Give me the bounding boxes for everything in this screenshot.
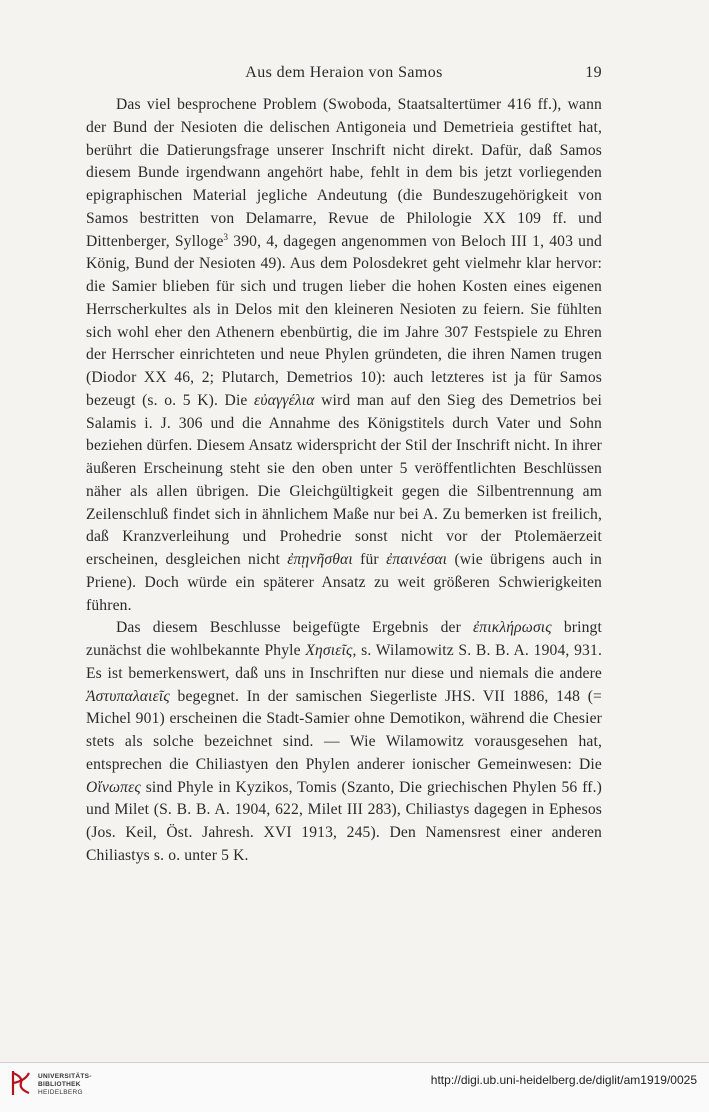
greek-term: Οἴνωπες — [86, 778, 141, 796]
footer-bar — [0, 1063, 709, 1112]
body-text — [86, 94, 602, 868]
library-logo-icon — [9, 1069, 33, 1097]
greek-term: Ἀστυπαλαιεῖς — [86, 687, 170, 705]
library-name: UNIVERSITÄTS- BIBLIOTHEK HEIDELBERG — [38, 1073, 92, 1096]
greek-term: ἐπαινέσαι — [386, 551, 448, 568]
greek-term: ἐπῃνῆσθαι — [287, 551, 353, 568]
footnote-superscript: 3 — [223, 231, 229, 242]
paragraph-2: Das diesem Beschlusse beigefügte Ergebnis der ἐπικλήρωσις bringt zunächst die wohlbekannte Phyle Χησιεῖς, s. Wilamowitz S. B. B. A. 1904, 931. Es ist bemerkenswert, daß uns in Inschriften nur diese und niemals die andere Ἀστυπαλαιεῖς begegnet. In der samischen Siegerliste JHS. VII 1886, 148 (= Michel 901) erscheinen die Stadt-Samier ohne Demotikon, während die Chesier stets als solche bezeichnet sind. — Wie Wilamowitz vorausgesehen hat, entsprechen die Chiliastyen den Phylen anderer ionischer Gemeinwesen: Die Οἴνωπες sind Phyle in Kyzikos, Tomis (Szanto, Die griechischen Phylen 56 ff.) und Milet (S. B. B. A. 1904, 622, Milet III 283), Chiliastys dagegen in Ephesos (Jos. Keil, Öst. Jahresh. XVI 1913, 245). Den Namensrest einer anderen Chiliastys s. o. unter 5 K. — [86, 619, 602, 864]
greek-term: Χησιεῖς — [305, 642, 353, 659]
greek-term: ἐπικλήρωσις — [473, 619, 552, 637]
paragraph-1: Das viel besprochene Problem (Swoboda, Staatsaltertümer 416 ff.), wann der Bund der Nesioten die delischen Antigoneia und Demetrieia gestiftet hat, berührt die Datierungsfrage unserer Inschrift nicht direkt. Dafür, daß Samos diesem Bunde irgendwann angehört habe, fehlt in dem bis jetzt vorliegenden epigraphischen Material jegliche Andeutung (die Bundeszugehörigkeit von Samos bestritten von Delamarre, Revue de Philologie XX 109 ff. und Dittenberger, Sylloge$^3$ 390, 4, dagegen angenommen von Beloch III 1, 403 und König, Bund der Nesioten 49). Aus dem Polosdekret geht vielmehr klar hervor: die Samier blieben für sich und trugen lieber die hohen Kosten eines eigenen Herrscherkultes als in Delos mit den kleineren Nesioten zu feiern. Sie fühlten sich wohl eher den Athenern ebenbürtig, die im Jahre 307 Festspiele zu Ehren der Herrscher einrichteten und neue Phylen gründeten, die ihren Namen trugen (Diodor XX 46, 2; Plutarch, Demetrios 10): auch letzteres ist ja für Samos bezeugt (s. o. 5 K). Die εὐαγγέλια wird man auf den Sieg des Demetrios bei Salamis i. J. 306 und die Annahme des Königstitels durch Vater und Sohn beziehen dürfen. Diesem Ansatz widerspricht der Stil der Inschrift nicht. In ihrer äußeren Erscheinung steht sie den oben unter 5 veröffentlichten Beschlüssen näher als allen übrigen. Die Gleichgültigkeit gegen die Silbentrennung am Zeilenschluß findet sich in ähnlichem Maße nur bei A. Zu bemerken ist freilich, daß Kranzverleihung und Prohedrie sonst nicht vor der Ptolemäerzeit erscheinen, desgleichen nicht ἐπῃνῆσθαι für ἐπαινέσαι (wie übrigens auch in Priene). Doch würde ein späterer Ansatz zu weit größeren Schwierigkeiten führen. — [86, 96, 603, 614]
running-title: Aus dem Heraion von Samos — [245, 64, 443, 81]
page-header — [86, 64, 602, 86]
greek-term: εὐαγγέλια — [254, 391, 315, 409]
page-number: 19 — [585, 64, 602, 81]
source-url-link[interactable]: http://digi.ub.uni-heidelberg.de/diglit/am1919/0025 — [430, 1073, 697, 1087]
